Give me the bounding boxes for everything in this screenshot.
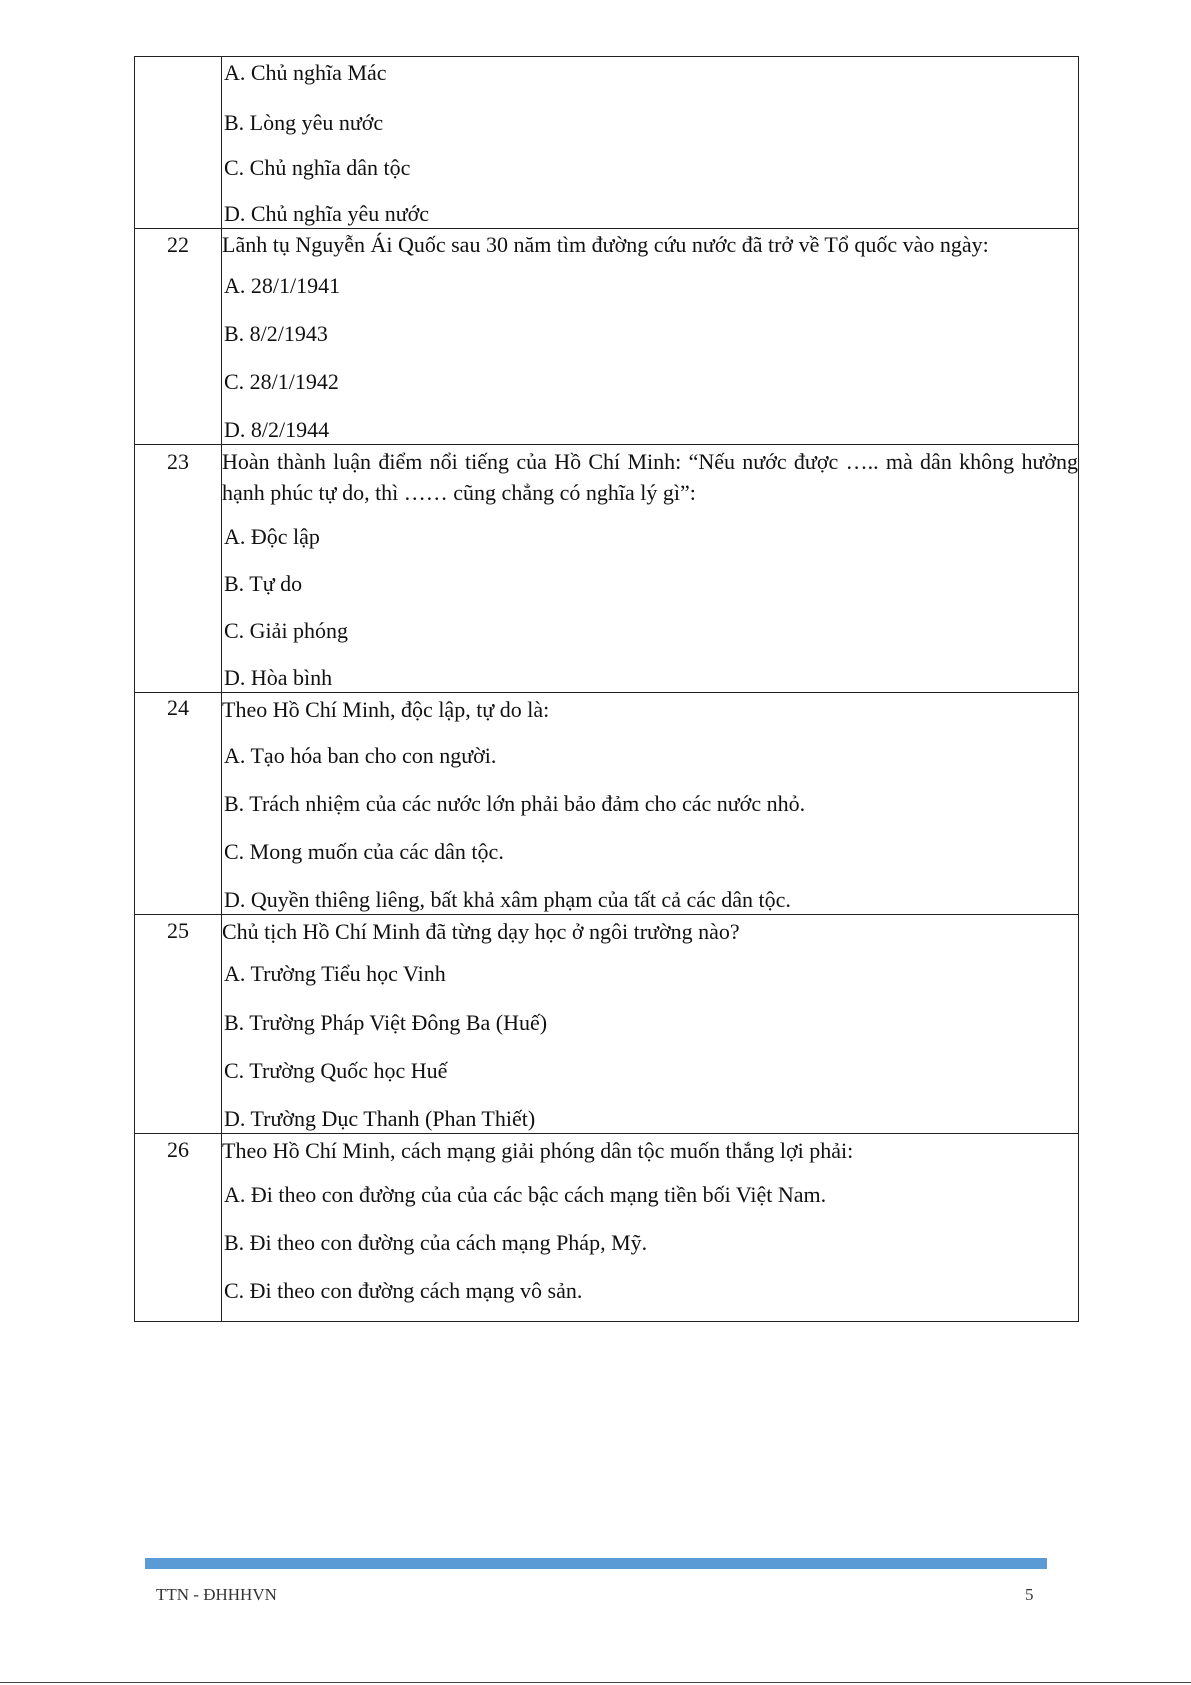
question-number-cell — [135, 57, 222, 229]
question-number-cell — [135, 693, 222, 915]
question-number-cell — [135, 1134, 222, 1322]
question-number-cell — [135, 229, 222, 445]
question-row — [135, 229, 1079, 445]
question-number: 22 — [167, 232, 189, 257]
answer-option: A. Trường Tiểu học Vinh — [224, 961, 446, 986]
answer-option: C. Trường Quốc học Huế — [224, 1058, 448, 1083]
answer-option: C. Chủ nghĩa dân tộc — [224, 155, 411, 180]
question-content-cell — [222, 229, 1079, 445]
answer-option: D. Trường Dục Thanh (Phan Thiết) — [224, 1106, 536, 1131]
page-bottom-edge — [0, 1682, 1191, 1683]
answer-option: D. Quyền thiêng liêng, bất khả xâm phạm của tất cả các dân tộc. — [224, 887, 791, 912]
question-number: 23 — [167, 449, 189, 474]
answer-option: A. Đi theo con đường của của các bậc cách mạng tiền bối Việt Nam. — [224, 1182, 827, 1207]
answer-option: B. Đi theo con đường của cách mạng Pháp, Mỹ. — [224, 1230, 648, 1255]
question-number: 26 — [167, 1137, 189, 1162]
question-content-cell — [222, 445, 1079, 693]
question-content-cell — [222, 915, 1079, 1134]
question-text: Theo Hồ Chí Minh, độc lập, tự do là: — [222, 697, 550, 722]
footer-label: TTN - ĐHHHVN — [156, 1585, 277, 1604]
footer-divider-bar — [145, 1558, 1047, 1569]
answer-option: D. Chủ nghĩa yêu nước — [224, 201, 430, 226]
question-number-cell — [135, 445, 222, 693]
answer-option: A. Chủ nghĩa Mác — [224, 60, 387, 85]
question-row — [135, 445, 1079, 693]
answer-option: A. 28/1/1941 — [224, 273, 341, 298]
page-number: 5 — [1025, 1585, 1034, 1604]
answer-option: B. Tự do — [224, 571, 303, 596]
question-row — [135, 693, 1079, 915]
answer-option: B. Trách nhiệm của các nước lớn phải bảo đảm cho các nước nhỏ. — [224, 791, 806, 816]
answer-option: A. Độc lập — [224, 524, 320, 549]
answer-option: B. 8/2/1943 — [224, 321, 328, 346]
question-row — [135, 1134, 1079, 1322]
answer-option: D. Hòa bình — [224, 665, 333, 690]
answer-option: C. 28/1/1942 — [224, 369, 339, 394]
question-content-cell — [222, 693, 1079, 915]
question-text: Chủ tịch Hồ Chí Minh đã từng dạy học ở ngôi trường nào? — [222, 919, 740, 944]
question-row — [135, 915, 1079, 1134]
question-number: 25 — [167, 918, 189, 943]
answer-option: B. Lòng yêu nước — [224, 110, 384, 135]
question-text: Hoàn thành luận điểm nổi tiếng của Hồ Chí Minh: “Nếu nước được ….. mà dân không hưởng hạnh phúc tự do, thì …… cũng chẳng có nghĩa lý gì”: — [222, 449, 1078, 505]
answer-option: A. Tạo hóa ban cho con người. — [224, 743, 497, 768]
question-content-cell — [222, 1134, 1079, 1322]
question-text: Theo Hồ Chí Minh, cách mạng giải phóng dân tộc muốn thắng lợi phải: — [222, 1138, 854, 1163]
question-number-cell — [135, 915, 222, 1134]
answer-option: D. 8/2/1944 — [224, 417, 330, 442]
question-text: Lãnh tụ Nguyễn Ái Quốc sau 30 năm tìm đường cứu nước đã trở về Tổ quốc vào ngày: — [222, 232, 989, 257]
question-number: 24 — [167, 695, 189, 720]
question-content-cell — [222, 57, 1079, 229]
answer-option: C. Đi theo con đường cách mạng vô sản. — [224, 1278, 583, 1303]
answer-option: B. Trường Pháp Việt Đông Ba (Huế) — [224, 1010, 548, 1035]
answer-option: C. Giải phóng — [224, 618, 349, 643]
answer-option: C. Mong muốn của các dân tộc. — [224, 839, 504, 864]
question-table — [134, 56, 1079, 1322]
question-row-continued — [135, 57, 1079, 229]
